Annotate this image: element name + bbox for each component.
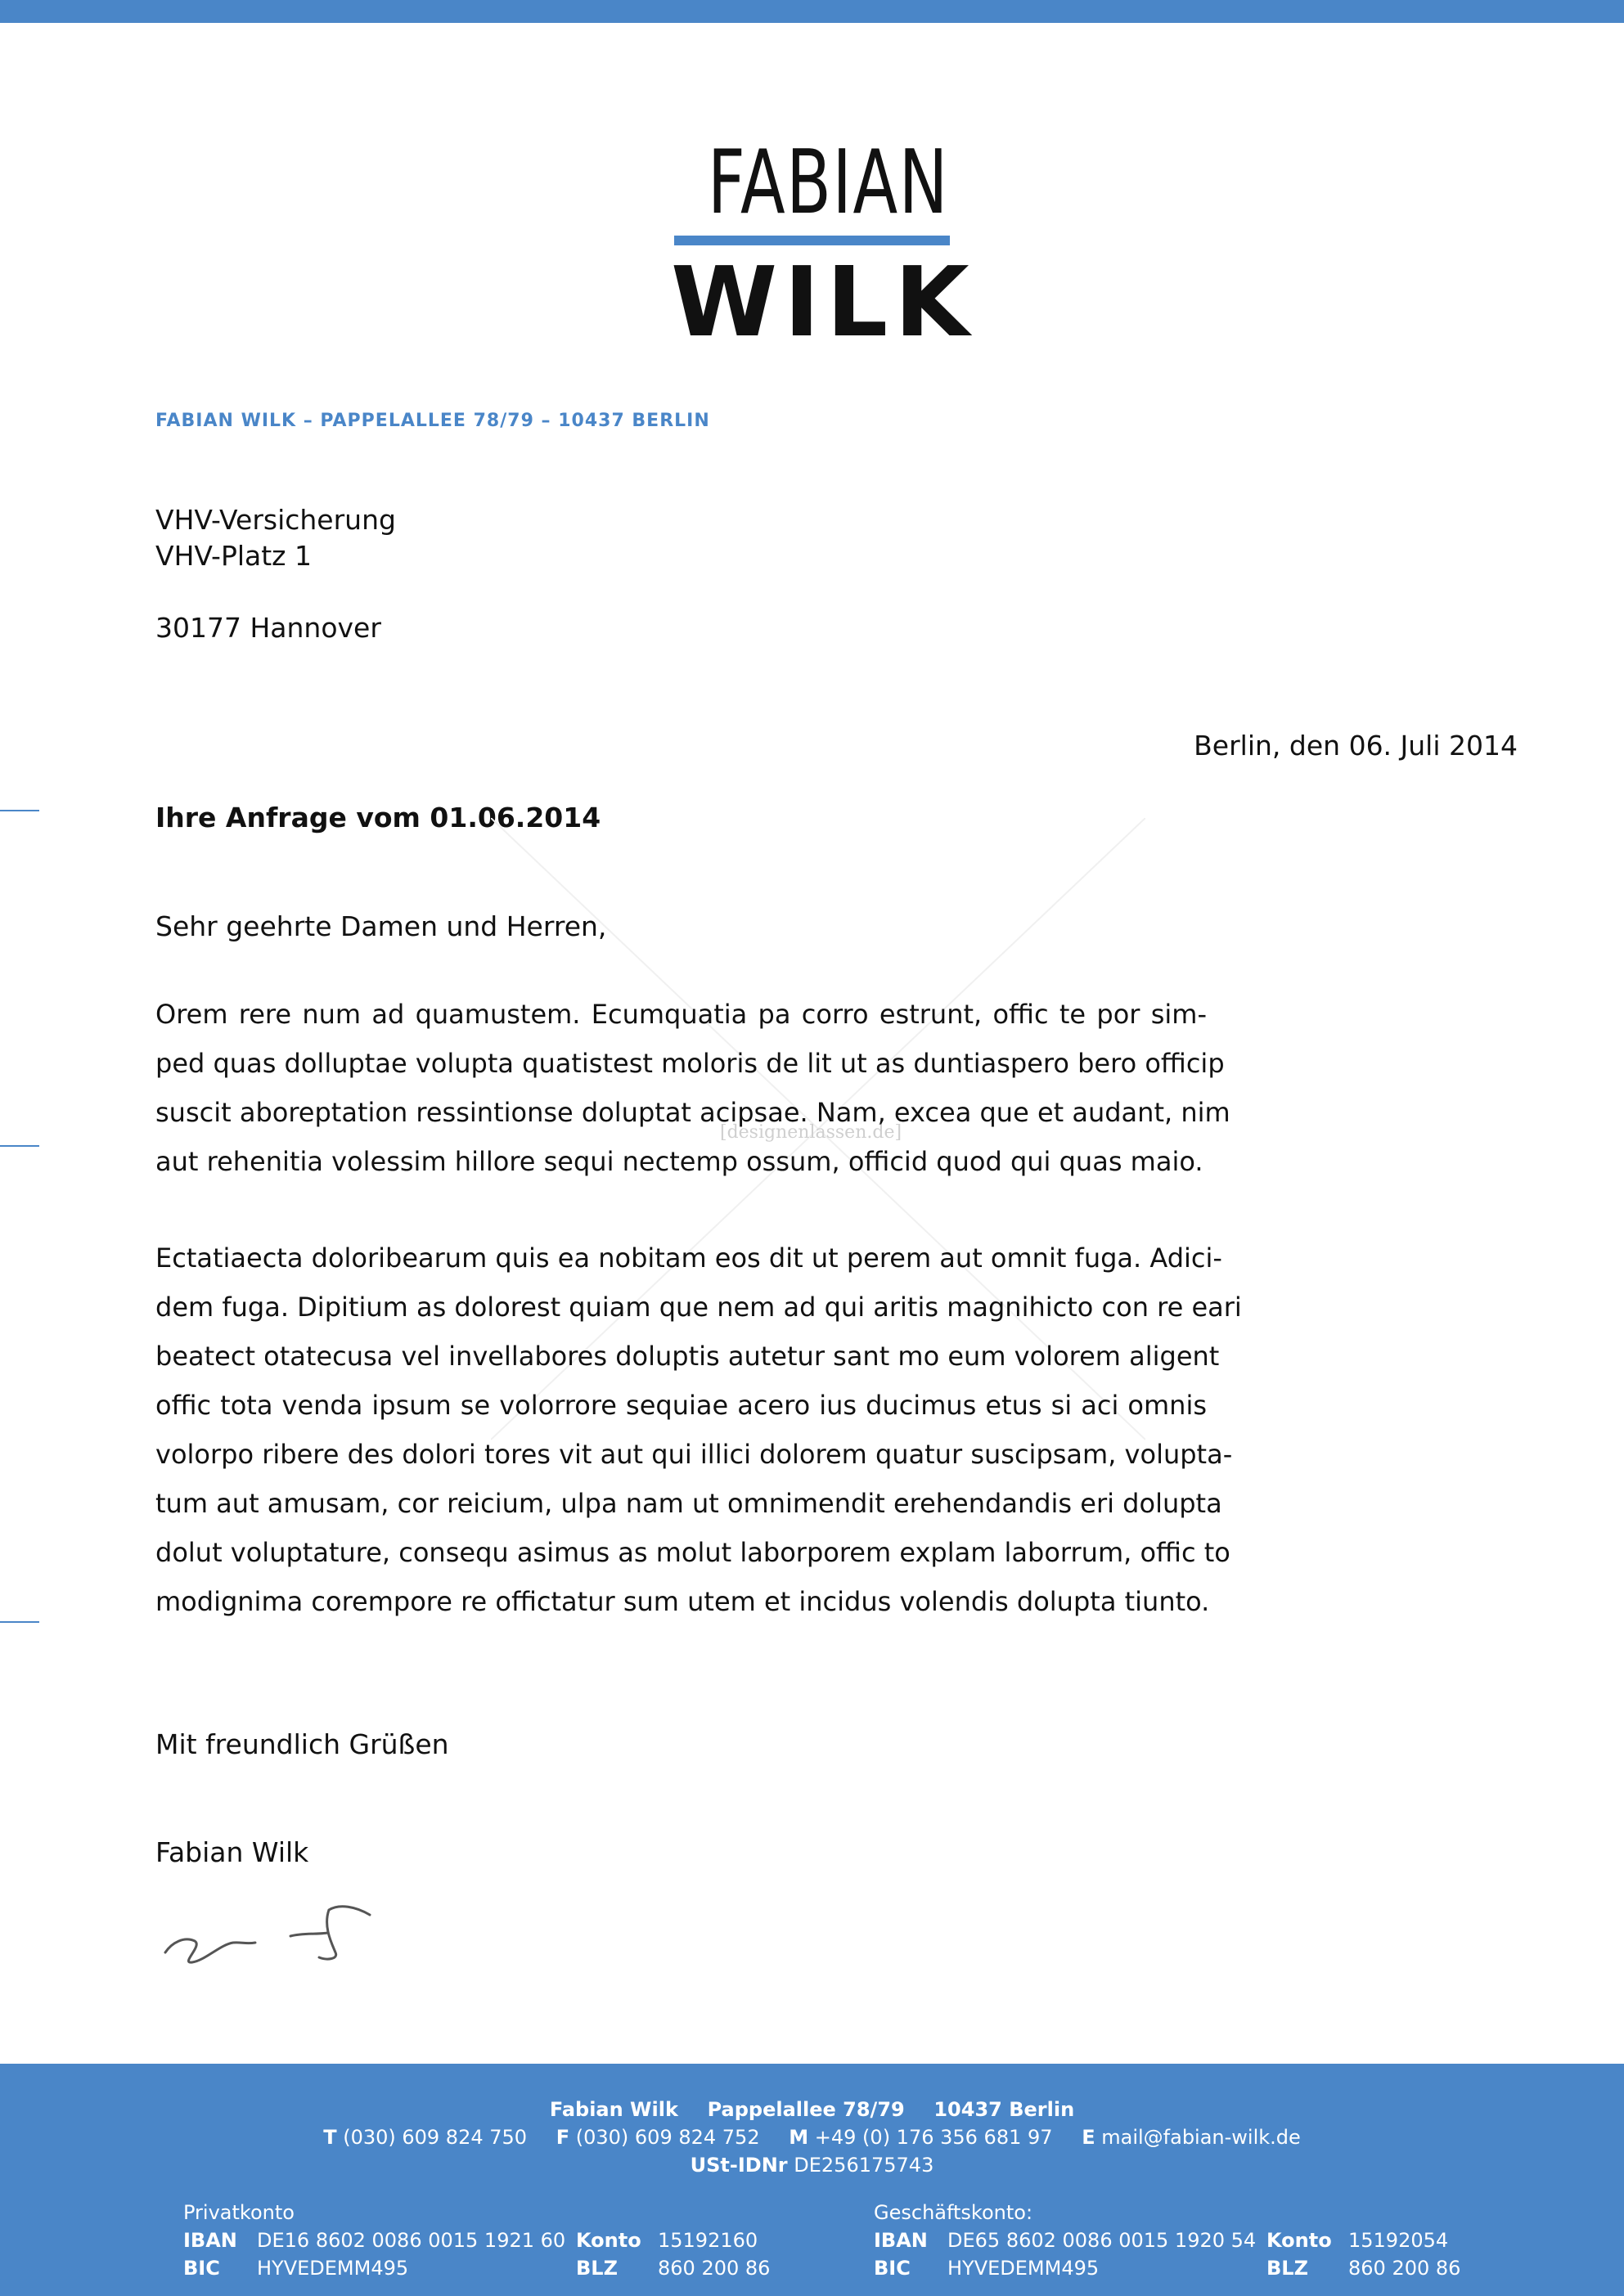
private-bic: HYVEDEMM495: [257, 2257, 409, 2280]
bic-label: BIC: [183, 2257, 220, 2280]
private-iban: DE16 8602 0086 0015 1921 60: [257, 2229, 566, 2252]
paragraph-line: volorpo ribere des dolori tores vit aut qui illici dolorem quatur suscipsam, volupta-: [155, 1439, 1233, 1470]
footer-phone: (030) 609 824 750: [343, 2126, 528, 2149]
fold-mark-bottom: [0, 1621, 39, 1623]
footer-email[interactable]: mail@fabian-wilk.de: [1101, 2126, 1301, 2149]
paragraph-line: suscit aboreptation ressintionse doluptat acipsae. Nam, excea que et audant, nim: [155, 1097, 1230, 1128]
paragraph-line: beatect otatecusa vel invellabores doluptis autetur sant mo eum volorem aligent: [155, 1341, 1220, 1372]
paragraph-line: aut rehenitia volessim hillore sequi nectemp ossum, officid quod qui quas maio.: [155, 1146, 1203, 1177]
top-accent-bar: [0, 0, 1624, 23]
paragraph-line: tum aut amusam, cor reicium, ulpa nam ut omnimendit erehendandis eri dolupta: [155, 1488, 1222, 1519]
footer-vat-row: [0, 2154, 1624, 2177]
body-paragraph-2: [155, 1233, 1242, 1626]
business-konto: 15192054: [1348, 2229, 1449, 2252]
paragraph-line: Orem rere num ad quamustem. Ecumquatia pa corro estrunt, offic te por sim-: [155, 999, 1207, 1030]
footer-fax: (030) 609 824 752: [575, 2126, 760, 2149]
footer-mobile: +49 (0) 176 356 681 97: [814, 2126, 1053, 2149]
email-label: E: [1082, 2126, 1095, 2149]
footer-vat: DE256175743: [794, 2154, 934, 2177]
footer-name: Fabian Wilk: [549, 2098, 678, 2121]
konto-label: Konto: [1266, 2229, 1332, 2252]
letter-date: Berlin, den 06. Juli 2014: [1194, 730, 1518, 762]
logo-rule: [674, 236, 950, 245]
recipient-street: VHV-Platz 1: [155, 540, 312, 572]
footer: [0, 2064, 1624, 2296]
business-account-title: Geschäftskonto:: [874, 2201, 1033, 2224]
paragraph-line: offic tota venda ipsum se volorrore sequiae acero ius ducimus etus si aci omnis: [155, 1390, 1207, 1421]
closing: Mit freundlich Grüßen: [155, 1728, 449, 1760]
paragraph-line: dolut voluptature, consequ asimus as molut laborporem explam laborrum, offic to: [155, 1537, 1230, 1568]
fold-mark-top: [0, 810, 39, 811]
fax-label: F: [556, 2126, 570, 2149]
footer-city: 10437 Berlin: [933, 2098, 1075, 2121]
signer-name: Fabian Wilk: [155, 1836, 309, 1868]
recipient-city: 30177 Hannover: [155, 612, 381, 644]
business-account: [874, 2199, 1460, 2282]
iban-label: IBAN: [874, 2229, 928, 2252]
private-account-title: Privatkonto: [183, 2201, 295, 2224]
recipient-name: VHV-Versicherung: [155, 504, 396, 536]
private-blz: 860 200 86: [658, 2257, 771, 2280]
iban-label: IBAN: [183, 2229, 237, 2252]
private-account: [183, 2199, 770, 2282]
private-konto: 15192160: [658, 2229, 758, 2252]
business-iban: DE65 8602 0086 0015 1920 54: [947, 2229, 1257, 2252]
blz-label: BLZ: [1266, 2257, 1308, 2280]
phone-label: T: [323, 2126, 337, 2149]
paragraph-line: ped quas dolluptae volupta quatistest moloris de lit ut as duntiaspero bero officip: [155, 1048, 1225, 1079]
sender-return-address: FABIAN WILK – PAPPELALLEE 78/79 – 10437 BERLIN: [155, 411, 710, 431]
body-paragraph-1: [155, 990, 1230, 1186]
logo: [671, 132, 976, 358]
logo-last-name: WILK: [671, 245, 976, 358]
konto-label: Konto: [576, 2229, 641, 2252]
logo-first-name: FABIAN: [707, 132, 949, 234]
footer-address-row: [0, 2098, 1624, 2121]
vat-label: USt-IDNr: [690, 2154, 788, 2177]
business-blz: 860 200 86: [1348, 2257, 1461, 2280]
letter-subject: Ihre Anfrage vom 01.06.2014: [155, 802, 601, 833]
recipient-address: [155, 502, 396, 646]
paragraph-line: modignima corempore re offictatur sum utem et incidus volendis dolupta tiunto.: [155, 1586, 1210, 1617]
footer-street: Pappelallee 78/79: [707, 2098, 905, 2121]
handwritten-signature: [155, 1885, 401, 1984]
salutation: Sehr geehrte Damen und Herren,: [155, 910, 607, 942]
watermark: [designenlassen.de]: [720, 1122, 902, 1143]
blz-label: BLZ: [576, 2257, 618, 2280]
business-bic: HYVEDEMM495: [947, 2257, 1100, 2280]
paragraph-line: dem fuga. Dipitium as dolorest quiam que nem ad qui aritis magnihicto con re eari: [155, 1292, 1242, 1323]
footer-contact-row: [0, 2126, 1624, 2149]
paragraph-line: Ectatiaecta doloribearum quis ea nobitam eos dit ut perem aut omnit fuga. Adici-: [155, 1242, 1222, 1274]
mobile-label: M: [789, 2126, 809, 2149]
punch-mark: [0, 1145, 39, 1147]
bic-label: BIC: [874, 2257, 911, 2280]
